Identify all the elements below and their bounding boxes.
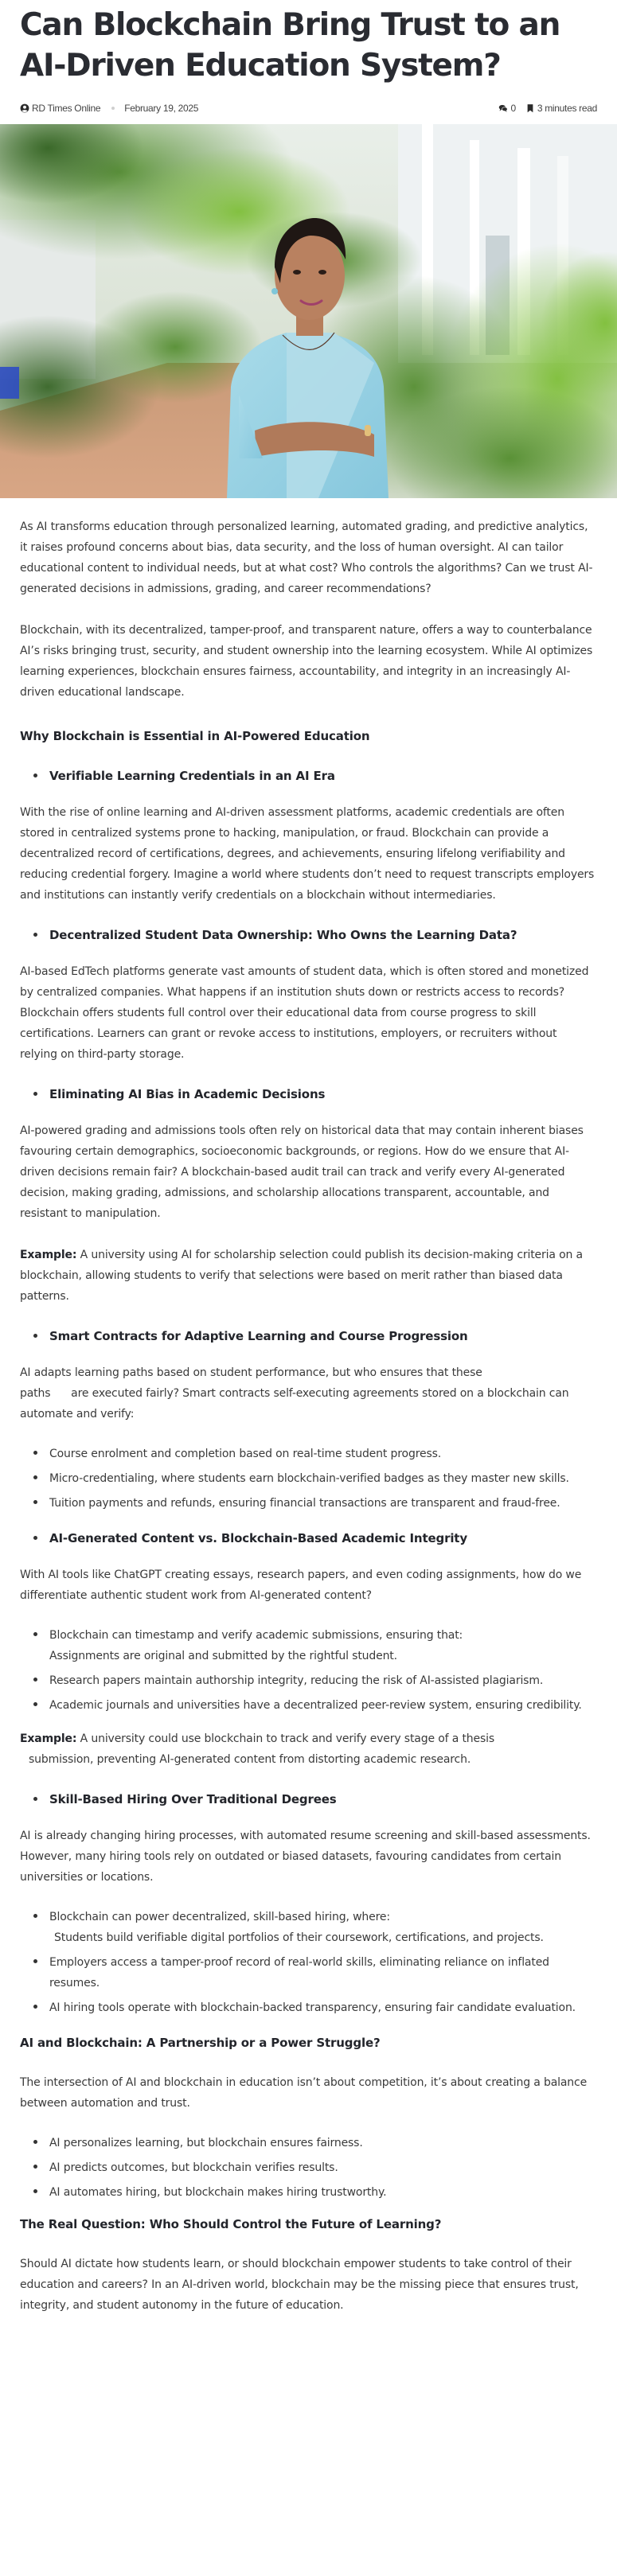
list-item: AI predicts outcomes, but blockchain verifies results. xyxy=(20,2157,597,2178)
ownership-paragraph: AI-based EdTech platforms generate vast amounts of student data, which is often stored and monetized by centralized companies. What happens if an institution shuts down or restricts access to records? Blockchain offers students full control over their educational data from course progress to skill certifications. Learners can grant or revoke access to institutions, employers, or recruiters without relying on third-party storage. xyxy=(20,965,589,1061)
publish-date: February 19, 2025 xyxy=(124,103,199,114)
bullet-icon xyxy=(33,774,37,777)
bullet-icon xyxy=(33,933,37,937)
list-item: Tuition payments and refunds, ensuring financial transactions are transparent and fraud-free. xyxy=(20,1493,597,1514)
hero-image xyxy=(0,124,617,498)
smart-contracts-list xyxy=(20,1444,597,1514)
list-item: AI personalizes learning, but blockchain ensures fairness. xyxy=(20,2133,597,2153)
intro-paragraph-1: As AI transforms education through personalized learning, automated grading, and predictive analytics, it raises profound concerns about bias, data security, and the loss of human oversight. AI can tailor educational content to individual needs, but at what cost? Who controls the algorithms? Can we trust AI-generated decisions in admissions, grading, and career recommendations? xyxy=(20,520,593,595)
subheading-hiring xyxy=(20,1789,597,1810)
subheading-smart-contracts xyxy=(20,1326,597,1346)
smart-contracts-line1: AI adapts learning paths based on student performance, but who ensures that these xyxy=(20,1366,482,1379)
hiring-paragraph: AI is already changing hiring processes, with automated resume screening and skill-based assessments. However, many hiring tools rely on outdated or biased datasets, favouring candidates from certain universities or locations. xyxy=(20,1830,591,1884)
article-title: Can Blockchain Bring Trust to an AI-Driven Education System? xyxy=(20,7,560,84)
list-item: Micro-credentialing, where students earn blockchain-verified badges as they master new skills. xyxy=(20,1468,597,1489)
bullet-icon xyxy=(33,1536,37,1540)
subheading-integrity xyxy=(20,1528,597,1549)
meta-separator xyxy=(111,107,115,110)
bias-paragraph: AI-powered grading and admissions tools often rely on historical data that may contain inherent biases favouring certain demographics, socioeconomic backgrounds, or regions. How do we ensure that AI-driven decisions remain fair? A blockchain-based audit trail can track and verify every AI-generated decision, making grading, admissions, and scholarship allocations transparent, accountable, and resistant to manipulation. xyxy=(20,1124,584,1220)
article-meta xyxy=(0,100,617,116)
subheading-credentials-text: Verifiable Learning Credentials in an AI Era xyxy=(49,769,335,783)
list-item: Research papers maintain authorship integrity, reducing the risk of AI-assisted plagiarism. xyxy=(20,1670,597,1691)
intro-paragraph-2: Blockchain, with its decentralized, tamper-proof, and transparent nature, offers a way to counterbalance AI’s risks bringing trust, security, and student ownership into the learning ecosystem. While AI optimizes learning experiences, blockchain ensures fairness, accountability, and integrity in an increasingly AI-driven educational landscape. xyxy=(20,624,593,699)
list-item: Blockchain can timestamp and verify academic submissions, ensuring that: Assignments are original and submitted by the rightful student. xyxy=(20,1625,597,1666)
subheading-hiring-text: Skill-Based Hiring Over Traditional Degrees xyxy=(49,1792,337,1806)
integrity-example xyxy=(20,1728,597,1770)
subheading-bias xyxy=(20,1084,597,1105)
read-time xyxy=(525,103,597,114)
meta-right xyxy=(498,103,597,114)
bookmark-icon xyxy=(525,103,535,113)
real-question-paragraph: Should AI dictate how students learn, or should blockchain empower students to take control of their education and careers? In an AI-driven world, blockchain may be the missing piece that ensures trust, integrity, and student autonomy in the future of education. xyxy=(20,2258,579,2312)
bullet-icon xyxy=(33,1451,37,1455)
list-item: Course enrolment and completion based on real-time student progress. xyxy=(20,1444,597,1464)
bullet-icon xyxy=(33,1959,37,1963)
user-circle-icon xyxy=(20,103,29,113)
subheading-ownership xyxy=(20,925,597,945)
example-text-line1: A university could use blockchain to track and verify every stage of a thesis xyxy=(76,1732,494,1745)
hero-photo xyxy=(0,124,617,498)
section-heading-partnership: AI and Blockchain: A Partnership or a Power Struggle? xyxy=(20,2036,381,2050)
bullet-icon xyxy=(33,1678,37,1682)
bullet-icon xyxy=(33,2165,37,2169)
integrity-paragraph: With AI tools like ChatGPT creating essays, research papers, and even coding assignments, how do we differentiate authentic student work from AI-generated content? xyxy=(20,1569,582,1602)
bullet-icon xyxy=(33,1334,37,1338)
bullet-icon xyxy=(33,2005,37,2009)
subheading-bias-text: Eliminating AI Bias in Academic Decisions xyxy=(49,1087,326,1101)
partnership-paragraph: The intersection of AI and blockchain in education isn’t about competition, it’s about creating a balance between automation and trust. xyxy=(20,2076,588,2110)
comments-link[interactable] xyxy=(498,103,515,114)
meta-left xyxy=(20,103,198,114)
subheading-credentials xyxy=(20,766,597,786)
example-label: Example: xyxy=(20,1732,77,1745)
bullet-icon xyxy=(33,1475,37,1479)
example-text: A university using AI for scholarship selection could publish its decision-making criteria on a blockchain, allowing students to verify that selections were based on merit rather than biased data patterns. xyxy=(20,1249,583,1303)
bullet-icon xyxy=(33,1632,37,1636)
integrity-list xyxy=(20,1625,597,1716)
subheading-integrity-text: AI-Generated Content vs. Blockchain-Based Academic Integrity xyxy=(49,1531,467,1545)
smart-contracts-paragraph xyxy=(20,1362,597,1424)
subheading-ownership-text: Decentralized Student Data Ownership: Who Owns the Learning Data? xyxy=(49,928,517,942)
article-body xyxy=(0,516,617,2316)
comments-count: 0 xyxy=(510,103,516,114)
bullet-icon xyxy=(33,1914,37,1918)
author-name: RD Times Online xyxy=(32,103,101,114)
bullet-icon xyxy=(33,1500,37,1504)
list-item: AI automates hiring, but blockchain makes hiring trustworthy. xyxy=(20,2182,597,2203)
comments-icon xyxy=(498,103,508,113)
example-text-line2: submission, preventing AI-generated content from distorting academic research. xyxy=(29,1753,471,1766)
bullet-icon xyxy=(33,2140,37,2144)
bullet-icon xyxy=(33,1702,37,1706)
section-heading-real-question: The Real Question: Who Should Control the Future of Learning? xyxy=(20,2217,442,2231)
partnership-list xyxy=(20,2133,597,2203)
example-label: Example: xyxy=(20,1249,77,1261)
bullet-icon xyxy=(33,2189,37,2193)
smart-contracts-rest: paths are executed fairly? Smart contracts self-executing agreements stored on a blockchain can automate and verify: xyxy=(20,1387,572,1421)
bullet-icon xyxy=(33,1092,37,1096)
hiring-list xyxy=(20,1907,597,2018)
section-heading-why-blockchain: Why Blockchain is Essential in AI-Powered Education xyxy=(20,729,370,743)
credentials-paragraph: With the rise of online learning and AI-driven assessment platforms, academic credentials are often stored in centralized systems prone to hacking, manipulation, or fraud. Blockchain can provide a decentralized record of certifications, degrees, and achievements, ensuring lifelong verifiability and reducing credential forgery. Imagine a world where students don’t need to request transcripts employers and institutions can instantly verify credentials on a blockchain without intermediaries. xyxy=(20,806,595,902)
author-link[interactable] xyxy=(20,103,100,114)
bullet-icon xyxy=(33,1797,37,1801)
list-item: AI hiring tools operate with blockchain-backed transparency, ensuring fair candidate evaluation. xyxy=(20,1997,597,2018)
list-item: Blockchain can power decentralized, skill-based hiring, where: Students build verifiable digital portfolios of their coursework, certifications, and projects. xyxy=(20,1907,597,1948)
list-item: Academic journals and universities have a decentralized peer-review system, ensuring credibility. xyxy=(20,1695,597,1716)
subheading-smart-contracts-text: Smart Contracts for Adaptive Learning and Course Progression xyxy=(49,1329,468,1343)
read-time-label: 3 minutes read xyxy=(537,103,597,114)
list-item: Employers access a tamper-proof record of real-world skills, eliminating reliance on inflated resumes. xyxy=(20,1952,597,1993)
bias-example xyxy=(20,1245,597,1307)
